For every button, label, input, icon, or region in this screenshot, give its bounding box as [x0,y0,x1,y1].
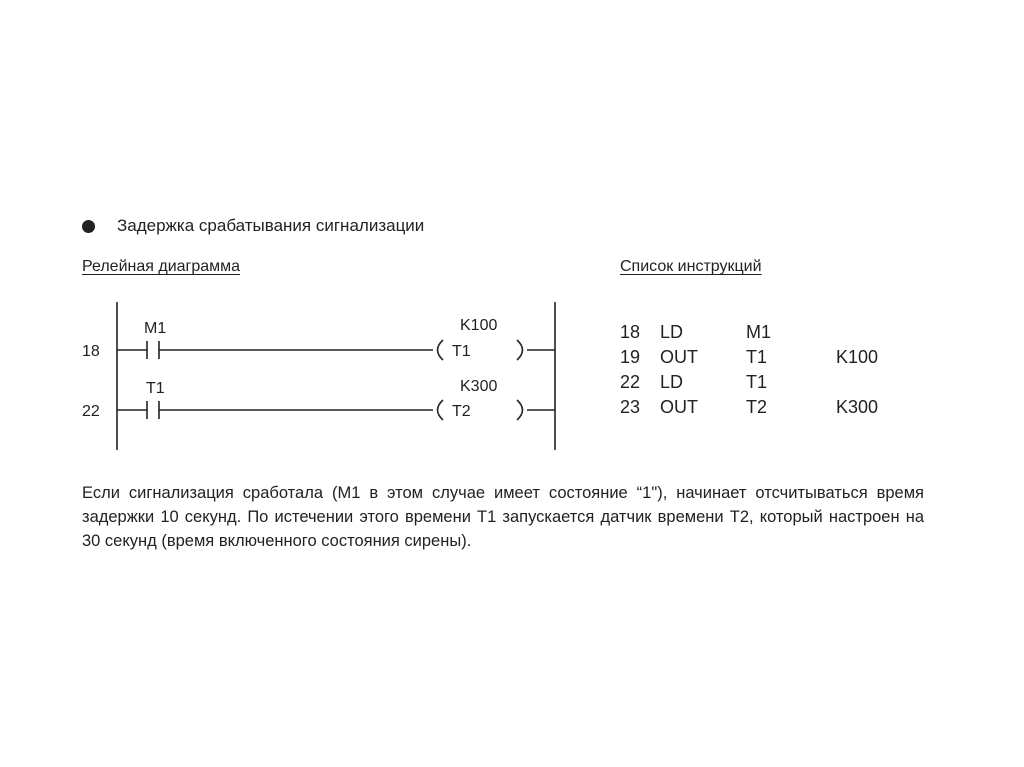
table-row [620,395,896,420]
instruction-step: 22 [620,372,641,392]
contact-label: T1 [146,380,165,397]
instruction-op: LD [660,322,684,342]
contact-label: M1 [144,320,167,337]
instruction-op: OUT [660,397,698,417]
instruction-step: 23 [620,397,641,417]
rung-step-number: 18 [82,343,100,360]
description-paragraph: Если сигнализация сработала (M1 в этом случае имеет состояние “1"), начинает отсчитываться время задержки 10 секунд. По истечении этого времени T1 запускается датчик времени T2, который настроен на 30 секунд (время включенного состояния сирены). [82,484,924,550]
instruction-device: M1 [746,322,772,342]
coil-right-arc [517,400,523,420]
instruction-op: LD [660,372,684,392]
instruction-step: 19 [620,347,641,367]
bullet-icon [82,220,95,233]
table-row [620,370,896,395]
instruction-list [620,320,896,420]
instruction-constant [836,320,896,345]
coil-left-arc [438,400,444,420]
coil-left-arc [438,340,444,360]
instruction-step: 18 [620,322,641,342]
instruction-device: T2 [746,397,768,417]
coil-label: T2 [452,403,471,420]
rung-step-number: 22 [82,403,100,420]
heading-text: Задержка срабатывания сигнализации [117,216,425,235]
coil-constant: K100 [460,317,498,334]
table-row [620,345,896,370]
coil-constant: K300 [460,378,498,395]
table-row [620,320,896,345]
instruction-constant: K300 [836,397,879,417]
heading [82,216,424,236]
instruction-constant [836,370,896,395]
coil-label: T1 [452,343,471,360]
instruction-device: T1 [746,347,768,367]
rung [82,317,555,360]
instruction-device: T1 [746,372,768,392]
instruction-op: OUT [660,347,698,367]
ladder-diagram [60,290,580,460]
instruction-list-title: Список инструкций [620,258,762,275]
ladder-diagram-title: Релейная диаграмма [82,258,241,275]
instruction-constant: K100 [836,347,879,367]
coil-right-arc [517,340,523,360]
rung [82,378,555,420]
